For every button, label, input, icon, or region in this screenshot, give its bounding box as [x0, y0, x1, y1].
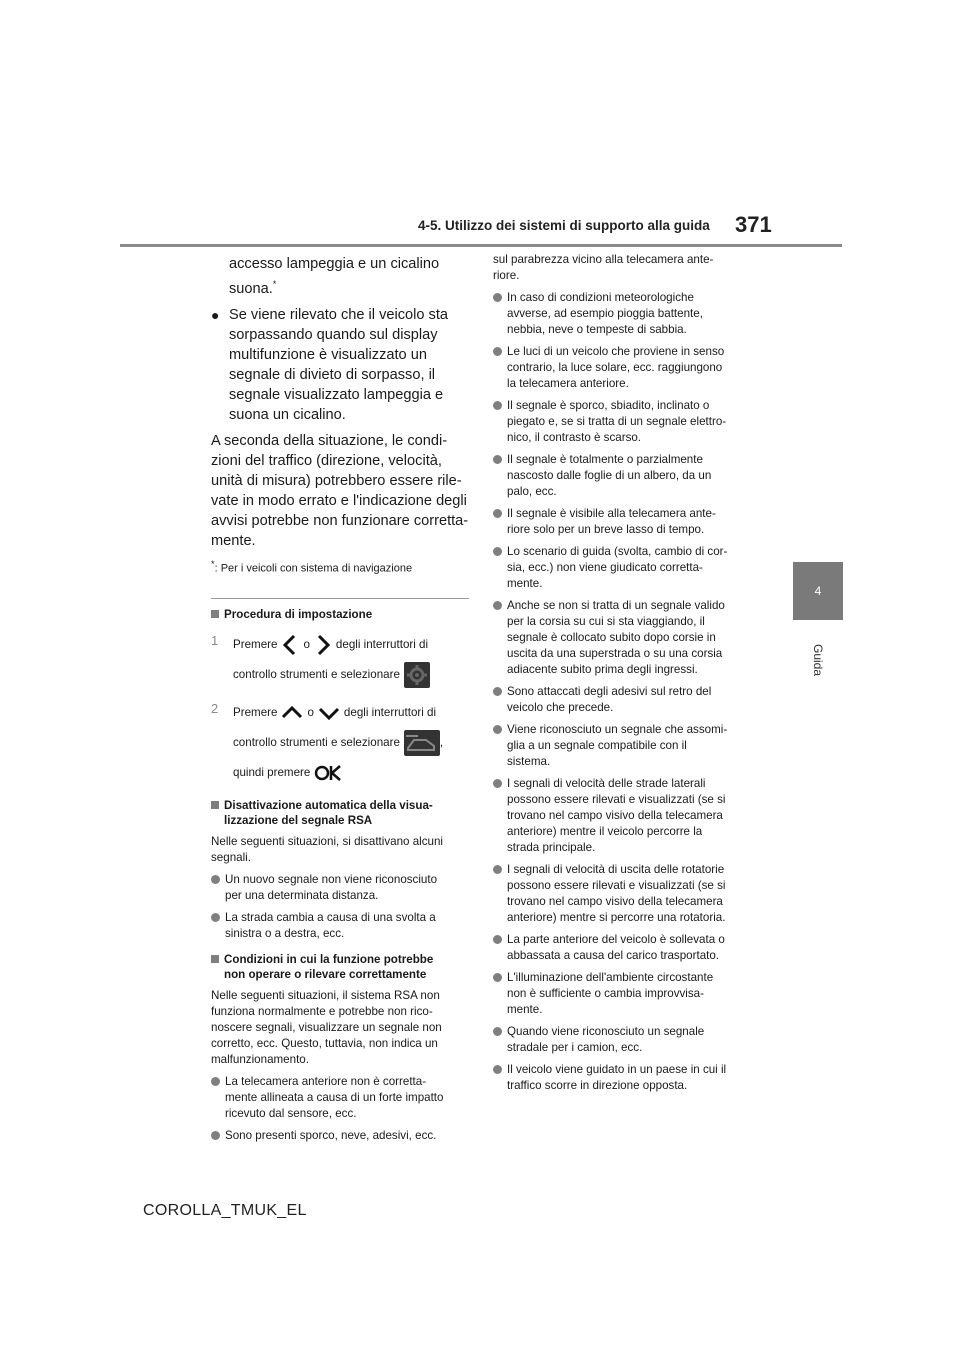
text-line: riore solo per un breve lasso di tempo.	[507, 523, 705, 536]
text-line: sorpassando quando sul display	[229, 326, 438, 343]
text-line: In caso di condizioni meteorologiche	[507, 291, 694, 304]
list-item	[493, 506, 761, 538]
section-square-icon	[211, 955, 219, 963]
step-text: ,	[439, 735, 444, 749]
driver-assist-car-icon	[404, 730, 440, 756]
text-line: segnale di divieto di sorpasso, il	[229, 366, 436, 383]
step-2	[211, 698, 471, 788]
text-line: segnale è collocato subito dopo corsie in	[507, 631, 716, 644]
settings-gear-icon	[404, 662, 430, 688]
text-line: anteriore) mentre si percorre una rotatoria.	[507, 911, 726, 924]
text-line: L'illuminazione dell'ambiente circostante	[507, 971, 714, 984]
step-1	[211, 630, 471, 690]
footnote-marker: *	[272, 279, 277, 289]
text-line: stradale per i camion, ecc.	[507, 1041, 643, 1054]
text-line: segnale visualizzato lampeggia e	[229, 386, 444, 403]
text-line: Se viene rilevato che il veicolo sta	[229, 306, 449, 323]
step-text: degli interruttori di	[343, 705, 437, 719]
chevron-left-icon	[281, 634, 299, 656]
text-line: Nelle seguenti situazioni, il sistema RSA non	[211, 988, 440, 1002]
footer-model-code: COROLLA_TMUK_EL	[143, 1202, 307, 1219]
list-item	[211, 872, 471, 904]
text-line: trovano nel campo visivo della telecamera	[507, 809, 723, 822]
bullet-dot-icon	[493, 547, 502, 556]
text-line: Il segnale è sporco, sbiadito, inclinato o	[507, 399, 710, 412]
text-line: suona un cicalino.	[229, 406, 346, 423]
list-item	[493, 776, 761, 856]
bullet-dot-icon	[211, 875, 220, 884]
text-line: La telecamera anteriore non è corretta-	[225, 1074, 427, 1088]
bullet-dot-icon	[493, 1027, 502, 1036]
body-paragraph	[211, 834, 471, 866]
bullet-dot-icon	[493, 509, 502, 518]
footnote-text: : Per i veicoli con sistema di navigazione	[214, 562, 413, 575]
section-heading-text: lizzazione del segnale RSA	[224, 813, 373, 827]
section-square-icon	[211, 801, 219, 809]
text-line: mente.	[211, 532, 256, 549]
chapter-label: Guida	[811, 643, 825, 677]
bullet-dot-icon: ●	[211, 306, 220, 323]
list-item	[493, 398, 761, 446]
text-line: Il segnale è totalmente o parzialmente	[507, 453, 703, 466]
text-line: riore.	[493, 269, 520, 282]
list-item	[493, 722, 761, 770]
text-line: I segnali di velocità delle strade laterali	[507, 777, 706, 790]
text-line: trovano nel campo visivo della telecamera	[507, 895, 723, 908]
text-line: nebbia, neve o tempeste di sabbia.	[507, 323, 687, 336]
text-line: mente.	[507, 1003, 543, 1016]
right-column	[493, 252, 761, 1094]
ok-icon	[314, 764, 342, 782]
text-line: vate in modo errato e l'indicazione degli	[211, 492, 467, 509]
body-paragraph	[211, 431, 471, 551]
text-line: sinistra o a destra, ecc.	[225, 926, 345, 940]
step-text: degli interruttori di	[335, 637, 429, 651]
step-text: Premere	[233, 637, 278, 651]
header-rule	[120, 244, 842, 247]
text-line: Sono presenti sporco, neve, adesivi, ecc.	[225, 1128, 437, 1142]
section-heading-text: non operare o rilevare correttamente	[224, 967, 427, 981]
step-number: 1	[211, 632, 219, 648]
footnote	[211, 557, 471, 576]
section-heading	[211, 607, 471, 622]
list-item	[493, 452, 761, 500]
section-square-icon	[211, 610, 219, 618]
text-line: strada principale.	[507, 841, 596, 854]
list-item	[493, 1062, 761, 1094]
text-line: zioni del traffico (direzione, velocità,	[211, 452, 442, 469]
continued-text	[211, 254, 471, 299]
text-line: Lo scenario di guida (svolta, cambio di cor-	[507, 545, 728, 558]
continued-text	[493, 252, 761, 284]
text-line: veicolo che precede.	[507, 701, 614, 714]
body-paragraph	[211, 988, 471, 1068]
text-line: contrario, la luce solare, ecc. raggiungono	[507, 361, 723, 374]
chevron-up-icon	[281, 704, 303, 722]
text-line: Un nuovo segnale non viene riconosciuto	[225, 872, 438, 886]
text-line: La parte anteriore del veicolo è sollevata o	[507, 933, 725, 946]
list-item	[211, 305, 471, 425]
text-line: Viene riconosciuto un segnale che assomi-	[507, 723, 728, 736]
footnote-marker: *	[211, 558, 215, 569]
text-line: mente allineata a causa di un forte impatto	[225, 1090, 444, 1104]
list-item	[493, 1024, 761, 1056]
section-heading	[211, 798, 471, 828]
bullet-dot-icon	[211, 1131, 220, 1140]
left-column	[211, 254, 471, 1144]
step-text: quindi premere	[233, 765, 311, 779]
text-line: anteriore) mentre il veicolo percorre la	[507, 825, 703, 838]
bullet-dot-icon	[493, 601, 502, 610]
bullet-dot-icon	[211, 1077, 220, 1086]
step-number: 2	[211, 700, 219, 716]
text-line: per una determinata distanza.	[225, 888, 379, 902]
section-heading-text: Procedura di impostazione	[224, 607, 373, 621]
step-text: controllo strumenti e selezionare	[233, 667, 400, 681]
list-item	[493, 598, 761, 678]
bullet-dot-icon	[493, 725, 502, 734]
text-line: nascosto dalle foglie di un albero, da un	[507, 469, 712, 482]
section-heading	[211, 952, 471, 982]
page-number: 371	[735, 212, 772, 237]
text-line: palo, ecc.	[507, 485, 557, 498]
text-line: adiacente subito prima degli ingressi.	[507, 663, 698, 676]
bullet-dot-icon	[493, 1065, 502, 1074]
text-line: glia a un segnale compatibile con il	[507, 739, 687, 752]
chapter-tab[interactable]: 4	[793, 562, 843, 620]
list-item	[493, 970, 761, 1018]
text-line: Il segnale è visibile alla telecamera ante-	[507, 507, 716, 520]
text-line: nico, il contrasto è scarso.	[507, 431, 642, 444]
text-line: possono essere rilevati e visualizzati (se si	[507, 793, 726, 806]
text-line: sul parabrezza vicino alla telecamera ante-	[493, 253, 714, 266]
text-line: A seconda della situazione, le condi-	[211, 432, 448, 449]
step-text: o	[307, 705, 314, 719]
text-line: Quando viene riconosciuto un segnale	[507, 1025, 705, 1038]
text-line: Le luci di un veicolo che proviene in senso	[507, 345, 725, 358]
section-divider	[211, 598, 469, 599]
bullet-dot-icon	[493, 293, 502, 302]
text-line: piegato e, se si tratta di un segnale elettro-	[507, 415, 727, 428]
bullet-dot-icon	[493, 865, 502, 874]
header-section-title: 4-5. Utilizzo dei sistemi di supporto alla guida	[418, 218, 710, 233]
bullet-dot-icon	[493, 687, 502, 696]
continued-line: suona.	[229, 280, 273, 297]
text-line: mente.	[507, 577, 543, 590]
text-line: la telecamera anteriore.	[507, 377, 629, 390]
list-item	[211, 1074, 471, 1122]
bullet-dot-icon	[493, 455, 502, 464]
section-heading-text: Condizioni in cui la funzione potrebbe	[224, 952, 434, 966]
text-line: possono essere rilevati e visualizzati (se si	[507, 879, 726, 892]
list-item	[493, 684, 761, 716]
bullet-dot-icon	[493, 347, 502, 356]
section-heading-text: Disattivazione automatica della visua-	[224, 798, 433, 812]
text-line: multifunzione è visualizzato un	[229, 346, 427, 363]
continued-line: accesso lampeggia e un cicalino	[229, 256, 440, 272]
chevron-down-icon	[318, 704, 340, 722]
text-line: uscita da una superstrada o su una corsia	[507, 647, 723, 660]
text-line: Nelle seguenti situazioni, si disattivano alcuni	[211, 834, 444, 848]
bullet-dot-icon	[493, 401, 502, 410]
text-line: avverse, ad esempio pioggia battente,	[507, 307, 703, 320]
list-item	[493, 344, 761, 392]
bullet-dot-icon	[493, 779, 502, 788]
text-line: abbassata a causa del carico trasportato.	[507, 949, 720, 962]
text-line: sistema.	[507, 755, 551, 768]
text-line: Sono attaccati degli adesivi sul retro del	[507, 685, 712, 698]
text-line: I segnali di velocità di uscita delle rotatorie	[507, 863, 725, 876]
text-line: per la corsia su cui si sta viaggiando, il	[507, 615, 705, 628]
step-text: o	[303, 637, 310, 651]
text-line: funziona normalmente e potrebbe non rico-	[211, 1004, 433, 1018]
list-item	[211, 910, 471, 942]
step-text: controllo strumenti e selezionare	[233, 735, 400, 749]
list-item	[211, 1128, 471, 1144]
list-item	[493, 544, 761, 592]
text-line: malfunzionamento.	[211, 1052, 309, 1066]
text-line: noscere segnali, visualizzare un segnale non	[211, 1020, 442, 1034]
bullet-dot-icon	[493, 973, 502, 982]
text-line: non è sufficiente o cambia improvvisa-	[507, 987, 704, 1000]
text-line: traffico scorre in direzione opposta.	[507, 1079, 688, 1092]
text-line: La strada cambia a causa di una svolta a	[225, 910, 436, 924]
text-line: segnali.	[211, 850, 251, 864]
list-item	[493, 862, 761, 926]
bullet-dot-icon	[211, 913, 220, 922]
list-item	[493, 932, 761, 964]
text-line: Anche se non si tratta di un segnale valido	[507, 599, 725, 612]
text-line: corretto, ecc. Questo, tuttavia, non indica un	[211, 1036, 438, 1050]
step-text: Premere	[233, 705, 278, 719]
text-line: ricevuto dal sensore, ecc.	[225, 1106, 357, 1120]
bullet-dot-icon	[493, 935, 502, 944]
text-line: avvisi potrebbe non funzionare corretta-	[211, 512, 469, 529]
chevron-right-icon	[314, 634, 332, 656]
text-line: unità di misura) potrebbero essere rile-	[211, 472, 462, 489]
text-line: Il veicolo viene guidato in un paese in cui il	[507, 1063, 727, 1076]
text-line: sia, ecc.) non viene giudicato corretta-	[507, 561, 703, 574]
list-item	[493, 290, 761, 338]
